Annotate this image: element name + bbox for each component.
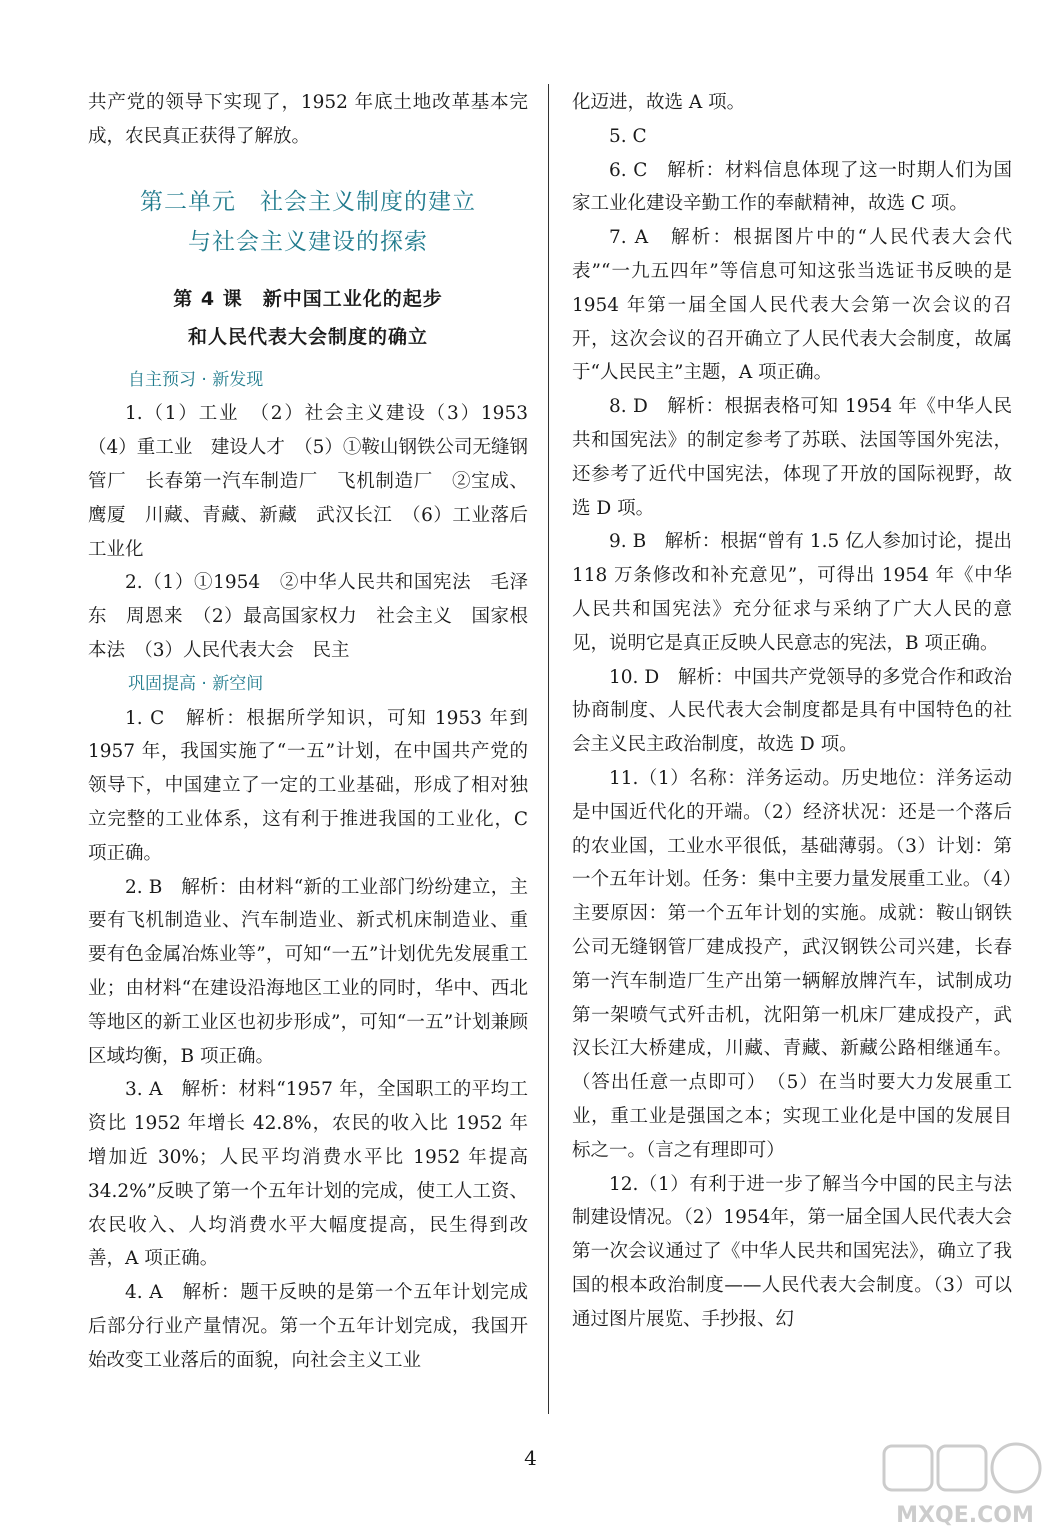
analysis-8: 8. D 解析：根据表格可知 1954 年《中华人民共和国宪法》的制定参考了苏联、法国等国外宪法，还参考了近代中国宪法，体现了开放的国际视野，故选 D 项。 <box>572 396 1012 519</box>
analysis-12: 12.（1）有利于进一步了解当今中国的民主与法制建设情况。（2）1954年，第一届全国人民代表大会第一次会议通过了《中华人民共和国宪法》，确立了我国的根本政治制度——人民代表大会制度。（3）可以通过图片展览、手抄报、幻 <box>572 1173 1012 1330</box>
intro-paragraph: 共产党的领导下实现了，1952 年底土地改革基本完成，农民真正获得了解放。 <box>88 92 528 147</box>
analysis-11: 11.（1）名称：洋务运动。历史地位：洋务运动是中国近代化的开端。（2）经济状况：还是一个落后的农业国，工业水平很低，基础薄弱。（3）计划：第一个五年计划。任务：集中主要力量发展重工业。（4）主要原因：第一个五年计划的实施。成就：鞍山钢铁公司无缝钢管厂建成投产，武汉钢铁公司兴建，长春第一汽车制造厂生产出第一辆解放牌汽车，试制成功第一架喷气式歼击机，沈阳第一机床厂建成投产，武汉长江大桥建成，川藏、青藏、新藏公路相继通车。（答出任意一点即可） （5）在当时要大力发展重工业，重工业是强国之本；实现工业化是中国的发展目标之一。（言之有理即可） <box>572 767 1012 1161</box>
answer-1: 1.（1）工业 （2）社会主义建设（3）1953 （4）重工业 建设人才 （5）①鞍山钢铁公司无缝钢管厂 长春第一汽车制造厂 飞机制造厂 ②宝成、鹰厦 川藏、青藏、新藏 武汉长江 （6）工业落后 工业化 <box>88 403 547 560</box>
right-column <box>572 86 1012 1336</box>
analysis-5: 5. C <box>609 125 647 147</box>
analysis-7: 7. A 解析：根据图片中的“人民代表大会代表”“一九五四年”等信息可知这张当选证书反映的是 1954 年第一届全国人民代表大会第一次会议的召开，这次会议的召开确立了人民代表大会制度，故属于“人民民主”主题，A 项正确。 <box>572 227 1012 384</box>
section-heading-preview: 自主预习 · 新发现 <box>128 369 264 390</box>
page-number: 4 <box>524 1446 537 1470</box>
lesson-title <box>88 280 528 356</box>
unit-title <box>88 182 528 262</box>
analysis-1: 1. C 解析：根据所学知识，可知 1953 年到 1957 年，我国实施了“一五”计划，在中国共产党的领导下，中国建立了一定的工业基础，形成了相对独立完整的工业体系，这有利于推进我国的工业化，C 项正确。 <box>88 707 528 864</box>
lesson-title-line2: 和人民代表大会制度的确立 <box>187 325 428 348</box>
left-column <box>88 86 547 1378</box>
analysis-10: 10. D 解析：中国共产党领导的多党合作和政治协商制度、人民代表大会制度都是具有中国特色的社会主义民主政治制度，故选 D 项。 <box>572 666 1012 756</box>
analysis-9: 9. B 解析：根据“曾有 1.5 亿人参加讨论，提出 118 万条修改和补充意见”，可得出 1954 年《中华人民共和国宪法》充分征求与采纳了广大人民的意见，说明它是真正反映人民意志的宪法，B 项正确。 <box>572 531 1012 654</box>
watermark-logo <box>880 1440 1050 1530</box>
analysis-2: 2. B 解析：由材料“新的工业部门纷纷建立，主要有飞机制造业、汽车制造业、新式机床制造业、重要有色金属冶炼业等”，可知“一五”计划优先发展重工业；由材料“在建设沿海地区工业的同时，华中、西北等地区的新工业区也初步形成”，可知“一五”计划兼顾区域均衡，B 项正确。 <box>88 876 528 1067</box>
analysis-4-continued: 化迈进，故选 A 项。 <box>572 92 746 113</box>
svg-text:MXQE.COM: MXQE.COM <box>896 1503 1034 1528</box>
section-heading-consolidate: 巩固提高 · 新空间 <box>128 673 264 694</box>
analysis-4: 4. A 解析：题干反映的是第一个五年计划完成后部分行业产量情况。第一个五年计划完成，我国开始改变工业落后的面貌，向社会主义工业 <box>88 1282 528 1371</box>
unit-title-line2: 与社会主义建设的探索 <box>188 228 428 255</box>
analysis-3: 3. A 解析：材料“1957 年，全国职工的平均工资比 1952 年增长 42.8%，农民的收入比 1952 年增加近 30%；人民平均消费水平比 1952 年提高 34.2%”反映了第一个五年计划的完成，使工人工资、农民收入、人均消费水平大幅度提高，民生得到改善，A 项正确。 <box>88 1079 528 1270</box>
unit-title-line1: 第二单元 社会主义制度的建立 <box>140 188 476 215</box>
answer-2: 2.（1）①1954 ②中华人民共和国宪法 毛泽东 周恩来 （2）最高国家权力 社会主义 国家根本法 （3）人民代表大会 民主 <box>88 572 528 661</box>
lesson-title-line1: 第 4 课 新中国工业化的起步 <box>173 287 443 310</box>
column-divider <box>548 84 549 1414</box>
analysis-6: 6. C 解析：材料信息体现了这一时期人们为国家工业化建设辛勤工作的奉献精神，故选 C 项。 <box>572 159 1012 215</box>
